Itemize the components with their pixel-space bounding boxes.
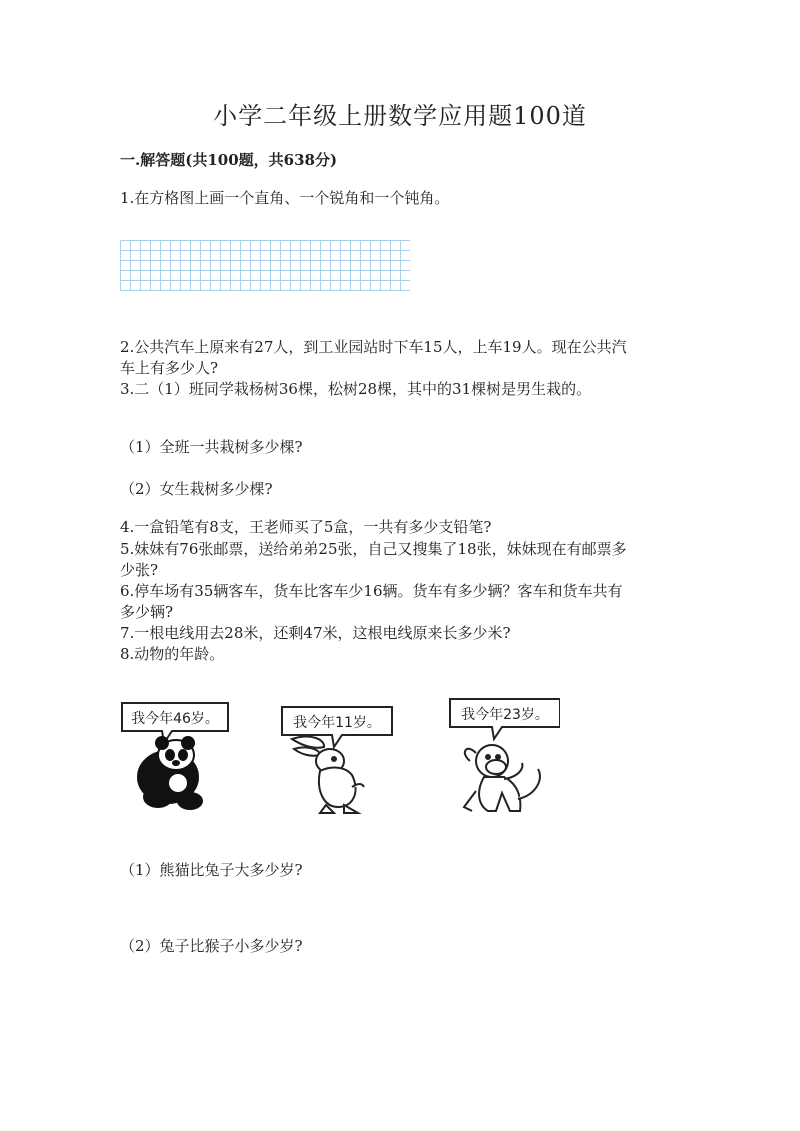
bubble-text-rabbit: 我今年11岁。 (293, 715, 381, 731)
section-header: 一.解答题(共100题，共638分) (120, 151, 338, 169)
question-7: 7.一根电线用去28米，还剩47米，这根电线原来长多少米? (120, 624, 511, 642)
question-3-sub-2: （2）女生栽树多少棵? (120, 480, 273, 498)
question-1: 1.在方格图上画一个直角、一个锐角和一个钝角。 (120, 189, 450, 207)
page-title: 小学二年级上册数学应用题100道 (213, 102, 587, 130)
animal-ages-illustration (120, 695, 560, 817)
monkey-icon (464, 745, 540, 811)
question-2-line-2: 车上有多少人? (120, 359, 219, 377)
question-6-line-2: 多少辆? (120, 603, 174, 621)
bubble-text-monkey: 我今年23岁。 (461, 707, 549, 723)
question-4: 4.一盒铅笔有8支，王老师买了5盒，一共有多少支铅笔? (120, 518, 492, 536)
question-8: 8.动物的年龄。 (120, 645, 225, 663)
question-3: 3.二（1）班同学栽杨树36棵，松树28棵，其中的31棵树是男生栽的。 (120, 380, 592, 398)
question-2-line-1: 2.公共汽车上原来有27人，到工业园站时下车15人，上车19人。现在公共汽 (120, 338, 627, 356)
speech-bubble-monkey (450, 699, 560, 739)
question-5-line-2: 少张? (120, 561, 159, 579)
bubble-text-panda: 我今年46岁。 (131, 711, 219, 727)
panda-icon (138, 737, 202, 809)
question-6-line-1: 6.停车场有35辆客车，货车比客车少16辆。货车有多少辆？客车和货车共有 (120, 582, 623, 600)
square-grid (120, 240, 410, 296)
question-5-line-1: 5.妹妹有76张邮票，送给弟弟25张，自己又搜集了18张，妹妹现在有邮票多 (120, 540, 627, 558)
question-3-sub-1: （1）全班一共栽树多少棵? (120, 438, 303, 456)
question-8-sub-1: （1）熊猫比兔子大多少岁? (120, 861, 303, 879)
question-8-sub-2: （2）兔子比猴子小多少岁? (120, 937, 303, 955)
speech-bubble-panda (122, 703, 228, 743)
rabbit-icon (292, 737, 364, 813)
